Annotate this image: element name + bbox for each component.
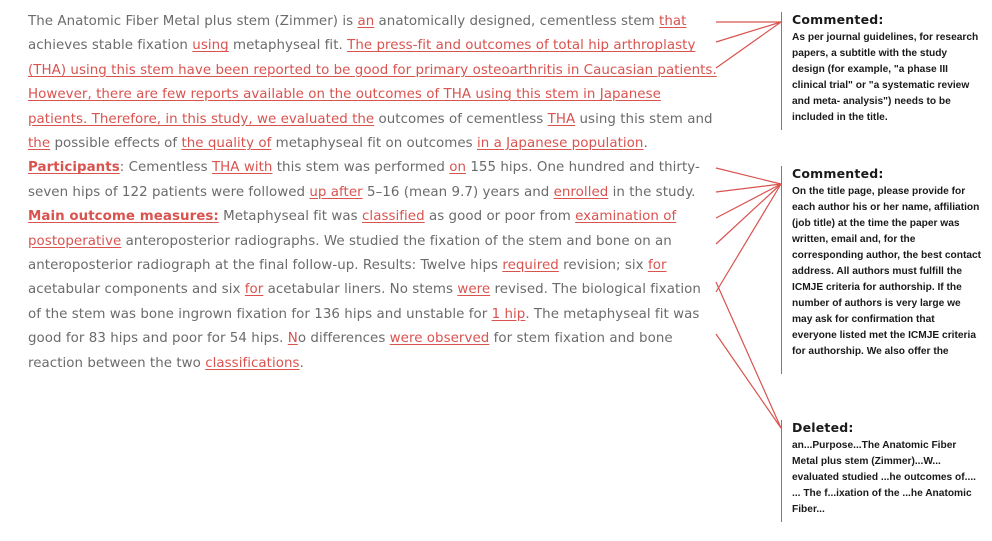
text-run: for stem fixation and bone reaction between the two (28, 331, 673, 371)
deletion-title: Deleted: (792, 420, 854, 435)
tracked-insertion: classifications (205, 355, 300, 371)
leader-line (716, 282, 781, 428)
text-run: revision; six (558, 258, 648, 274)
tracked-insertion: were (457, 282, 491, 298)
text-run: . (643, 136, 648, 152)
tracked-insertion: that (659, 14, 687, 29)
text-run: acetabular liners. No stems (263, 282, 458, 298)
text-run: anatomically designed, cementless stem (374, 14, 660, 29)
text-run: . (299, 355, 304, 371)
text-run: in the study. (608, 184, 696, 200)
leader-line (716, 168, 781, 184)
text-run: as good or poor from (424, 209, 576, 225)
tracked-insertion: classified (362, 209, 425, 225)
text-run: possible effects of (50, 136, 182, 152)
tracked-insertion: using (192, 38, 229, 54)
text-run: using this stem and (575, 111, 713, 127)
tracked-insertion: for (647, 258, 667, 274)
text-run: : Cementless (119, 160, 212, 176)
tracked-insertion: 1 hip (491, 306, 526, 322)
tracked-insertion: N (287, 331, 298, 347)
text-run: metaphyseal fit. (228, 38, 348, 54)
tracked-insertion: were observed (389, 331, 490, 347)
tracked-insertion: Main outcome measures: (28, 209, 219, 225)
text-run: metaphyseal fit on outcomes (271, 136, 477, 152)
tracked-insertion: enrolled (553, 184, 609, 200)
tracked-insertion: THA with (211, 160, 273, 176)
tracked-insertion: in a Japanese population (477, 136, 644, 152)
comment-text: As per journal guidelines, for research papers, a subtitle with the study design (for example, "a phase III clinical trial" or "a systematic review and meta- analysis") needs to be included in the title. (792, 32, 979, 123)
text-run: Metaphyseal fit was (218, 209, 363, 225)
tracked-insertion: Participants (28, 160, 120, 176)
text-run: anteroposterior radiographs. We studied the fixation of the stem and bone on an anteroposterior radiograph at the final follow-up. Results: Twelve hips (28, 233, 672, 274)
tracked-insertion: for (244, 282, 264, 298)
leader-line (716, 22, 781, 42)
tracked-insertion: on (449, 160, 467, 176)
text-run: o differences (297, 331, 390, 347)
text-run: The Anatomic Fiber Metal plus stem (Zimmer) is (28, 14, 358, 29)
leader-line (716, 22, 781, 68)
tracked-insertion: the (28, 136, 51, 152)
text-run: achieves stable fixation (28, 38, 193, 54)
text-run: outcomes of cementless (374, 111, 548, 127)
leader-line (716, 334, 781, 428)
comment-title: Commented: (792, 12, 884, 27)
leader-line (716, 184, 781, 292)
tracked-insertion: an (357, 14, 375, 29)
tracked-insertion: The press-fit and outcomes of total hip arthroplasty (THA) using this stem have been reported to be good for primary osteoarthritis in Caucasian patients. However, there are few reports available on the outcomes of THA using this stem in Japanese patients. Therefore, in this study, we evaluated the (28, 38, 717, 127)
leader-line (716, 184, 781, 244)
comment-balloon[interactable] (781, 12, 982, 130)
leader-line (716, 184, 781, 192)
tracked-insertion: required (502, 258, 559, 274)
text-run: this stem was performed (272, 160, 450, 176)
comment-text: On the title page, please provide for each author his or her name, affiliation (job title) at the time the paper was written, email and, for the corresponding author, the best contact address. All authors must fulfill the ICMJE criteria for authorship. If the number of authors is very large we may ask for confirmation that everyone listed met the ICMJE criteria for authorship. We also offer the (792, 186, 982, 357)
text-run: acetabular components and six (28, 282, 245, 298)
tracked-insertion: the quality of (181, 136, 272, 152)
deletion-text: an...Purpose...The Anatomic Fiber Metal plus stem (Zimmer)...W... evaluated studied ...he outcomes of.... ... The f...ixation of the ...he Anatomic Fiber... (792, 440, 976, 515)
deletion-balloon[interactable] (781, 420, 982, 522)
comment-title: Commented: (792, 166, 884, 181)
text-run: 155 hips. One hundred and thirty-seven hips of 122 patients were followed (28, 160, 700, 200)
tracked-insertion: THA (547, 111, 576, 127)
text-run: . The metaphyseal fit was good for 83 hips and poor for 54 hips. (28, 306, 700, 347)
text-run: 5–16 (mean 9.7) years and (362, 184, 554, 200)
comment-balloon[interactable] (781, 166, 982, 374)
text-run: revised. The biological fixation of the stem was bone ingrown fixation for 136 hips and unstable for (28, 282, 701, 322)
tracked-insertion: examination of postoperative (28, 209, 677, 249)
tracked-insertion: up after (309, 184, 363, 200)
